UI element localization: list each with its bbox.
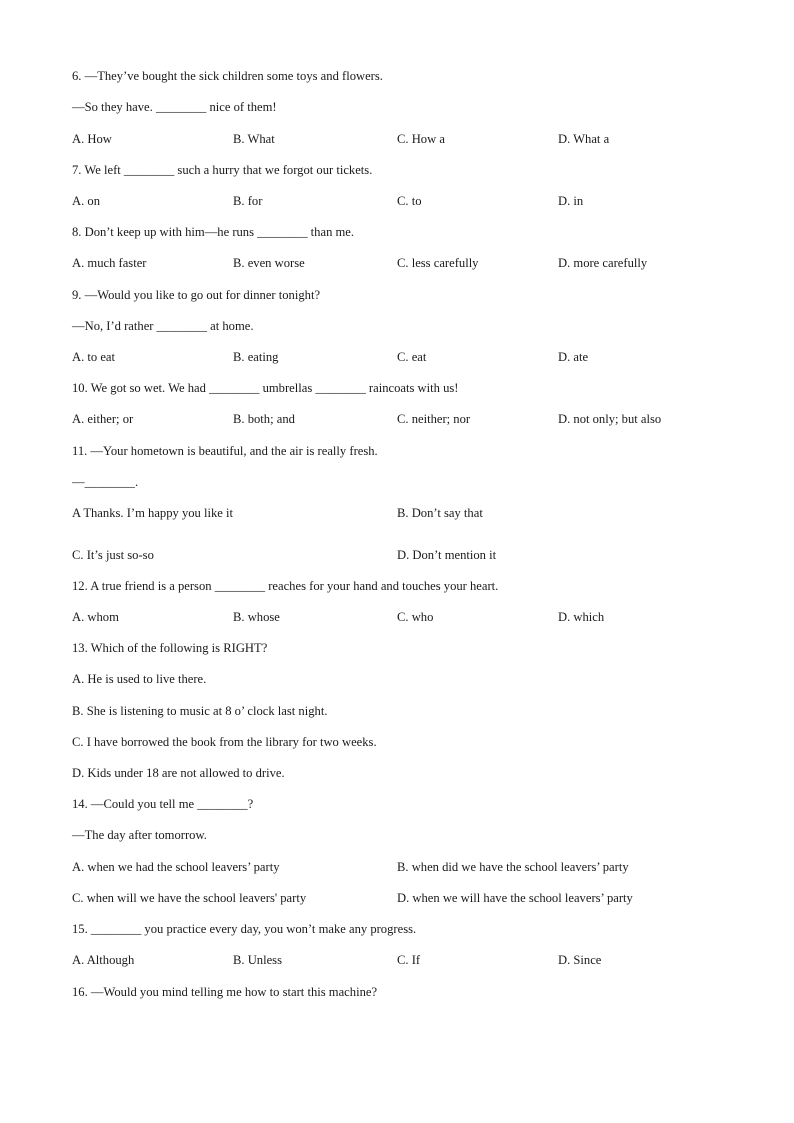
- question-12-option-d: D. which: [558, 610, 605, 624]
- question-11-option-c: C. It’s just so-so: [72, 548, 154, 562]
- question-11-stem: 11. —Your hometown is beautiful, and the air is really fresh.: [72, 444, 378, 458]
- question-15-stem: 15. ________ you practice every day, you won’t make any progress.: [72, 922, 417, 936]
- question-11-reply: —________.: [72, 475, 139, 489]
- question-13-option-d: D. Kids under 18 are not allowed to drive.: [72, 766, 285, 780]
- question-9-option-c: C. eat: [397, 350, 427, 364]
- question-6-option-b: B. What: [233, 132, 275, 146]
- question-12-option-b: B. whose: [233, 610, 280, 624]
- question-6-option-d: D. What a: [558, 132, 610, 146]
- question-8-option-d: D. more carefully: [558, 256, 648, 270]
- question-13-stem: 13. Which of the following is RIGHT?: [72, 641, 268, 655]
- question-9-option-a: A. to eat: [72, 350, 116, 364]
- question-6-stem: 6. —They’ve bought the sick children some toys and flowers.: [72, 69, 383, 83]
- question-14-option-a: A. when we had the school leavers’ party: [72, 860, 280, 874]
- question-6-reply: —So they have. ________ nice of them!: [72, 100, 277, 114]
- question-10-option-c: C. neither; nor: [397, 412, 471, 426]
- question-6-option-c: C. How a: [397, 132, 445, 146]
- question-8-option-a: A. much faster: [72, 256, 147, 270]
- question-9-reply: —No, I’d rather ________ at home.: [72, 319, 254, 333]
- question-16-stem: 16. —Would you mind telling me how to start this machine?: [72, 985, 378, 999]
- question-11-option-b: B. Don’t say that: [397, 506, 483, 520]
- question-15-option-b: B. Unless: [233, 953, 282, 967]
- question-11-option-d: D. Don’t mention it: [397, 548, 497, 562]
- question-9-option-b: B. eating: [233, 350, 279, 364]
- question-15-option-c: C. If: [397, 953, 421, 967]
- question-13-option-a: A. He is used to live there.: [72, 672, 207, 686]
- question-10-stem: 10. We got so wet. We had ________ umbrellas ________ raincoats with us!: [72, 381, 459, 395]
- question-8-stem: 8. Don’t keep up with him—he runs ________ than me.: [72, 225, 355, 239]
- question-14-reply: —The day after tomorrow.: [72, 828, 207, 842]
- question-14-option-b: B. when did we have the school leavers’ party: [397, 860, 629, 874]
- question-14-option-d: D. when we will have the school leavers’ party: [397, 891, 633, 905]
- question-7-option-c: C. to: [397, 194, 422, 208]
- question-10-option-a: A. either; or: [72, 412, 134, 426]
- question-6-option-a: A. How: [72, 132, 112, 146]
- question-12-option-a: A. whom: [72, 610, 119, 624]
- question-10-option-b: B. both; and: [233, 412, 295, 426]
- question-7-option-d: D. in: [558, 194, 584, 208]
- question-9-stem: 9. —Would you like to go out for dinner tonight?: [72, 288, 321, 302]
- question-14-option-c: C. when will we have the school leavers' party: [72, 891, 307, 905]
- question-15-option-d: D. Since: [558, 953, 602, 967]
- question-7-option-b: B. for: [233, 194, 263, 208]
- question-13-option-c: C. I have borrowed the book from the library for two weeks.: [72, 735, 377, 749]
- question-14-stem: 14. —Could you tell me ________?: [72, 797, 254, 811]
- question-7-stem: 7. We left ________ such a hurry that we forgot our tickets.: [72, 163, 373, 177]
- question-13-option-b: B. She is listening to music at 8 o’ clock last night.: [72, 704, 328, 718]
- question-9-option-d: D. ate: [558, 350, 589, 364]
- question-15-option-a: A. Although: [72, 953, 135, 967]
- question-12-stem: 12. A true friend is a person ________ reaches for your hand and touches your heart.: [72, 579, 499, 593]
- question-11-option-a: A Thanks. I’m happy you like it: [72, 506, 234, 520]
- question-7-option-a: A. on: [72, 194, 100, 208]
- question-12-option-c: C. who: [397, 610, 434, 624]
- question-8-option-c: C. less carefully: [397, 256, 479, 270]
- question-8-option-b: B. even worse: [233, 256, 305, 270]
- question-10-option-d: D. not only; but also: [558, 412, 662, 426]
